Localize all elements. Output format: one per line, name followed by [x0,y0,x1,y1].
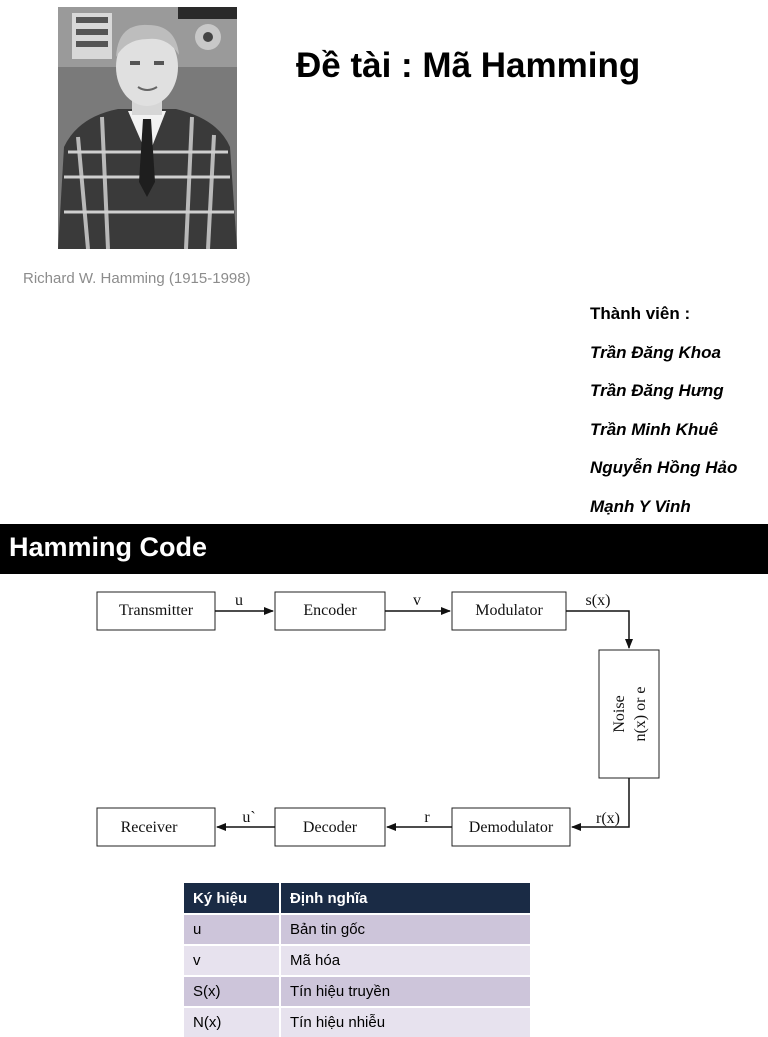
member-name: Trần Đăng Hưng [590,381,724,400]
symbol-cell: S(x) [184,976,280,1007]
demodulator-block [452,808,570,846]
symbol-definition-table [184,883,530,1037]
slide-heading: Hamming Code [9,532,208,562]
demodulator-label: Demodulator [468,819,554,836]
transmitter-block [97,592,215,630]
portrait-photo [58,7,237,249]
column-header-definition: Định nghĩa [280,883,530,914]
noise-block [599,650,659,778]
member-name: Trần Minh Khuê [590,419,719,439]
signal-rx-label: r(x) [596,810,620,827]
member-name: Mạnh Y Vinh [590,496,691,516]
communication-block-diagram [0,524,768,874]
table-row [184,1007,530,1037]
slide-title: Đề tài : Mã Hamming [296,46,641,85]
encoder-label: Encoder [303,602,357,619]
arrow-sx [566,611,629,648]
members-label: Thành viên : [590,304,691,323]
noise-formula-label: n(x) or e [632,686,649,742]
receiver-block [97,808,215,846]
signal-sx-label: s(x) [585,592,611,609]
member-name: Nguyễn Hồng Hảo [590,458,738,477]
decoder-label: Decoder [302,819,358,836]
symbol-cell: u [184,914,280,945]
modulator-block [452,592,566,630]
table-row [184,914,530,945]
decoder-block [275,808,385,846]
noise-label: Noise [611,695,628,733]
modulator-label: Modulator [475,602,543,619]
signal-v-label: v [413,592,421,609]
photo-caption: Richard W. Hamming (1915-1998) [23,270,251,287]
definition-cell: Tín hiệu nhiễu [280,1007,530,1037]
symbol-cell: N(x) [184,1007,280,1037]
symbol-cell: v [184,945,280,976]
signal-u-label: u [235,592,243,609]
column-header-symbol: Ký hiệu [184,883,280,914]
hamming-code-slide [0,524,768,1031]
receiver-label: Receiver [120,819,178,836]
definition-cell: Bản tin gốc [280,914,530,945]
member-name: Trần Đăng Khoa [590,342,721,362]
transmitter-label: Transmitter [118,602,194,619]
signal-u-hat-label: u` [242,809,256,826]
definition-cell: Mã hóa [280,945,530,976]
encoder-block [275,592,385,630]
definition-cell: Tín hiệu truyền [280,976,530,1007]
table-row [184,945,530,976]
portrait-illustration [58,7,237,249]
members-list [590,300,737,531]
table-row [184,976,530,1007]
signal-r-label: r [424,809,430,826]
table-header-row [184,883,530,914]
